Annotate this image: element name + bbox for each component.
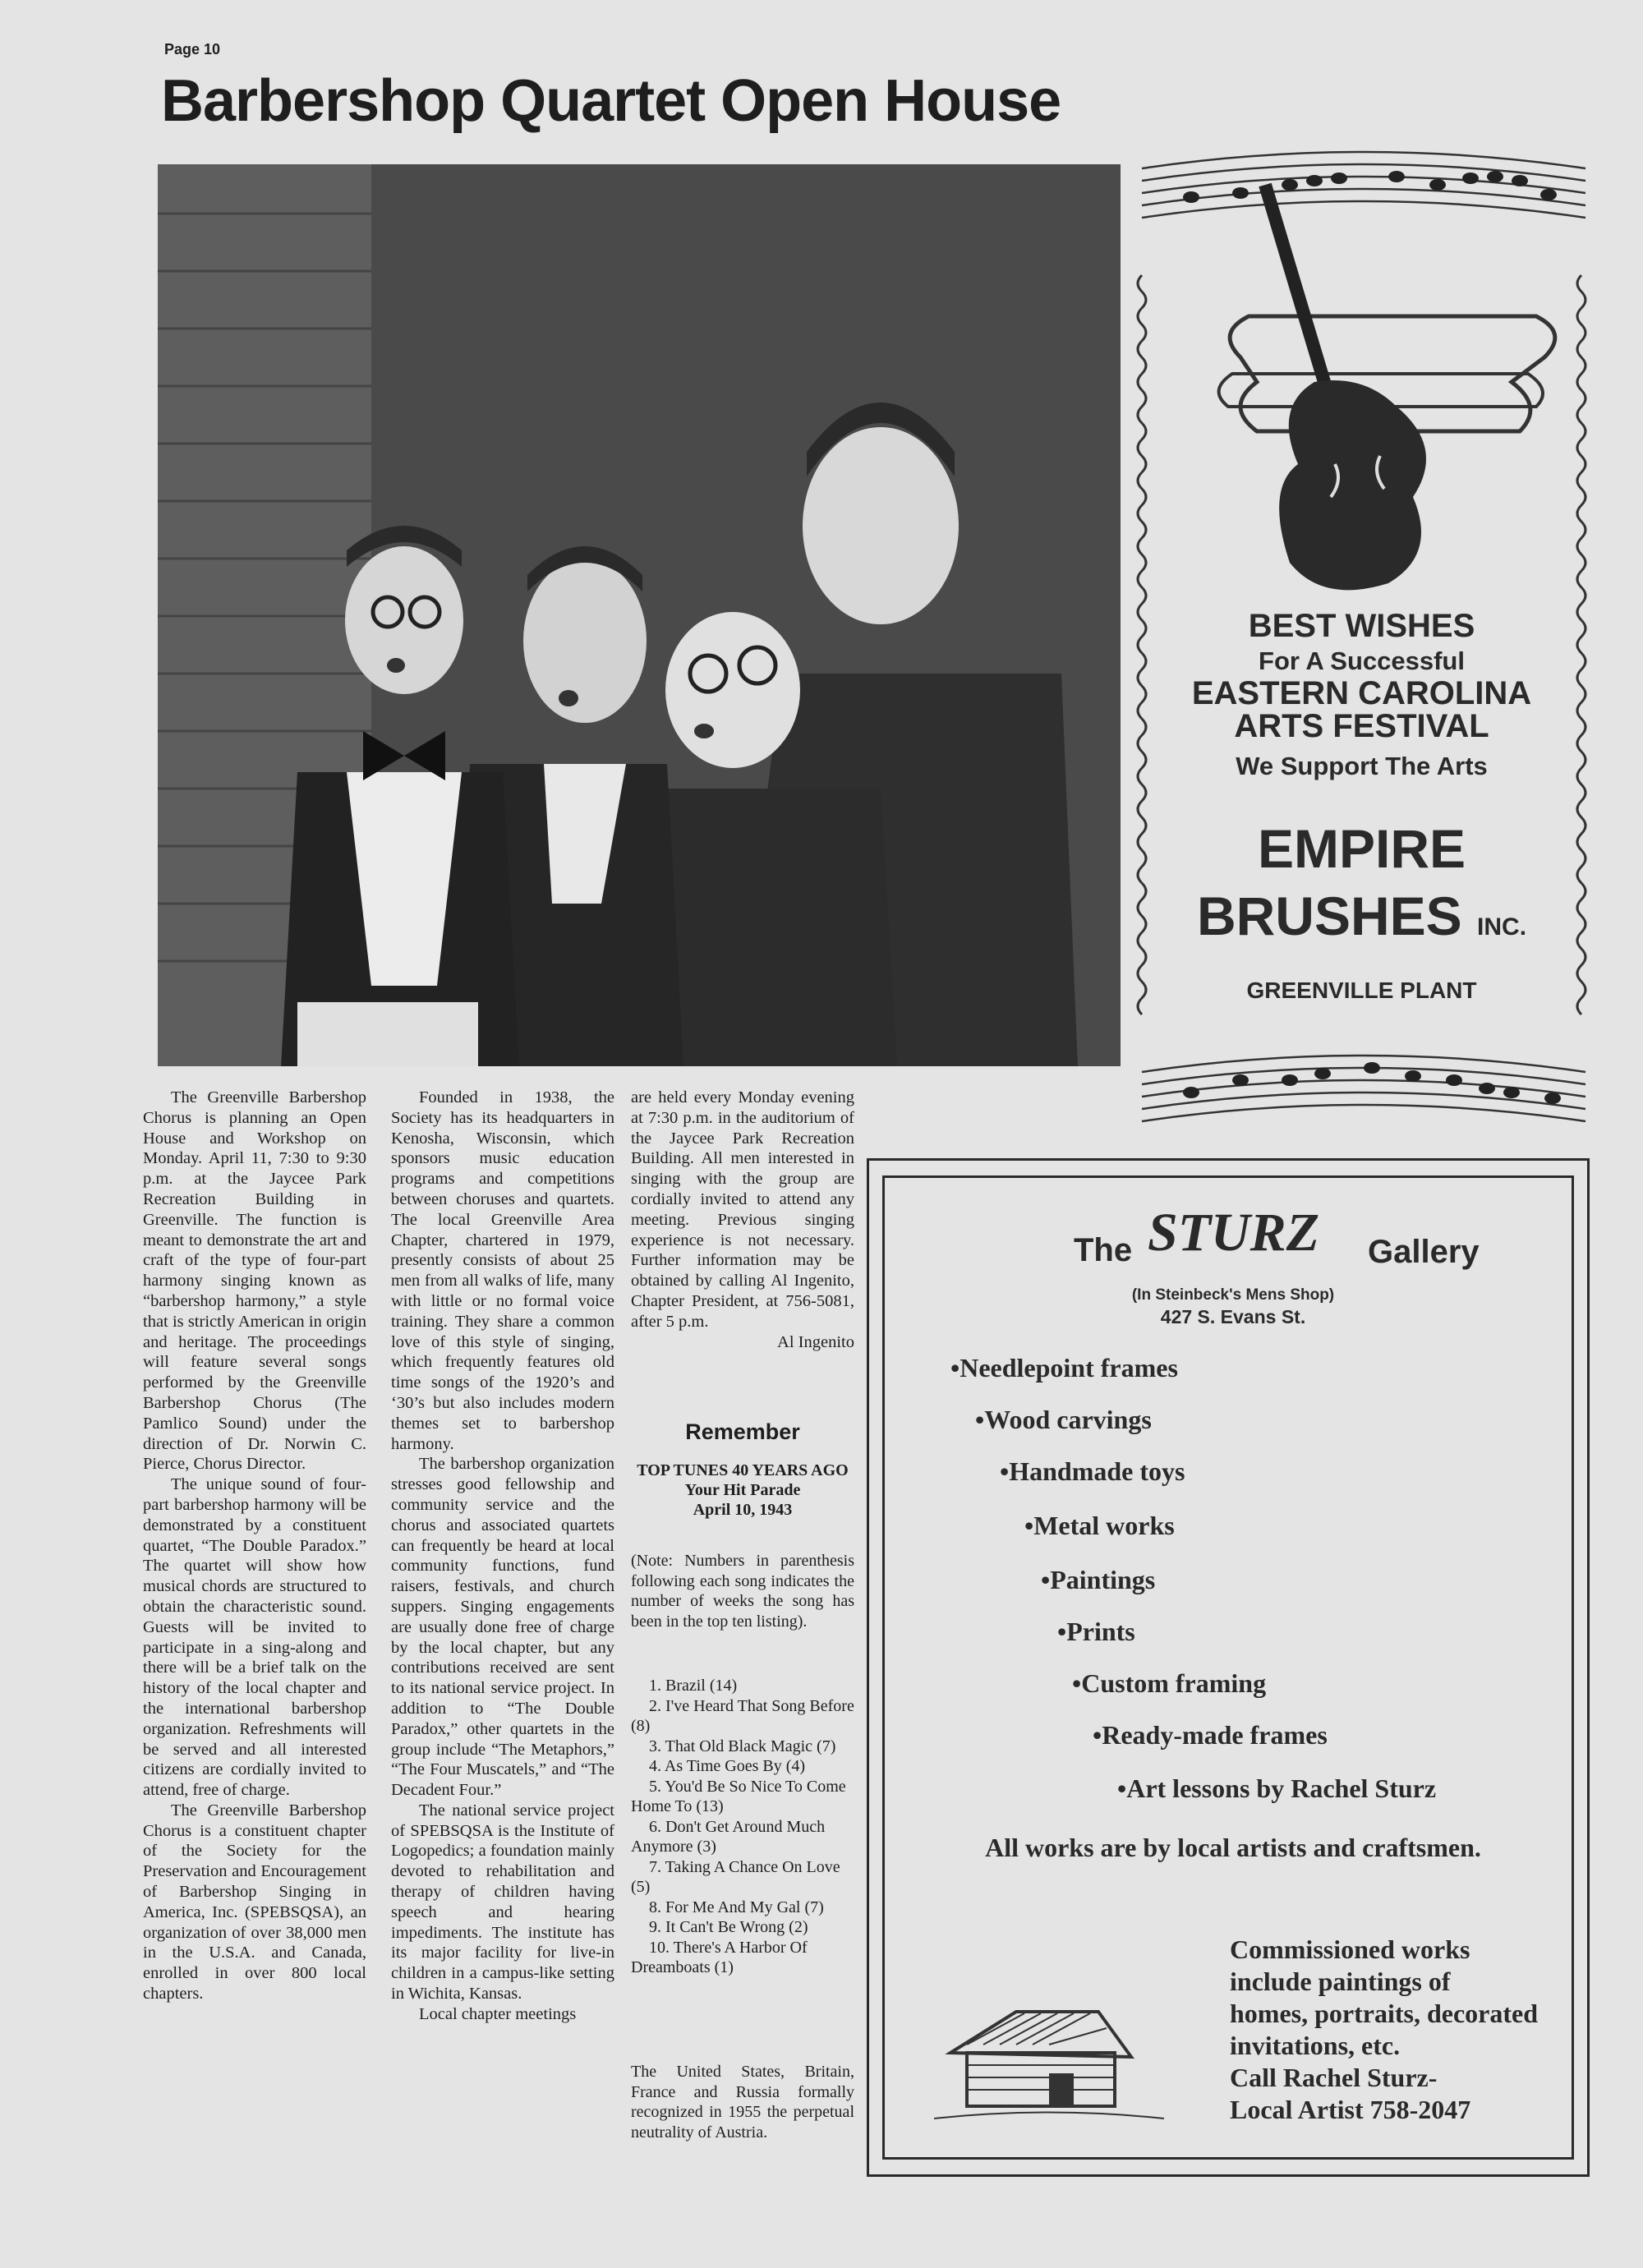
ad-address: 427 S. Evans St.: [1160, 1306, 1306, 1327]
sturz-gallery-ad: [867, 1158, 1590, 2177]
list-item: 6. Don't Get Around Much Anymore (3): [631, 1817, 826, 1856]
sturz-logo: [1139, 1194, 1320, 1268]
list-item: •Handmade toys: [1000, 1456, 1185, 1486]
remember-subtitle: [631, 1461, 854, 1520]
company-name-line: BRUSHES: [1196, 886, 1462, 946]
company-name: EMPIRE: [1257, 818, 1466, 879]
ad-tagline: All works are by local artists and craftsmen.: [985, 1833, 1481, 1862]
ad-the: The: [1074, 1232, 1133, 1268]
quartet-photo: [158, 164, 1121, 1066]
subtitle-line: TOP TUNES 40 YEARS AGO: [637, 1461, 849, 1479]
list-item: 9. It Can't Be Wrong (2): [649, 1918, 808, 1936]
list-item: 5. You'd Be So Nice To Come Home To (13): [631, 1777, 846, 1815]
list-item: •Needlepoint frames: [950, 1353, 1178, 1382]
commission-line: Commissioned works: [1230, 1934, 1470, 1964]
hit-parade-list: [631, 1676, 854, 1978]
commission-text: [1230, 1934, 1575, 2126]
list-item: •Paintings: [1041, 1565, 1156, 1594]
list-item: 3. That Old Black Magic (7): [649, 1737, 836, 1755]
list-item: 7. Taking A Chance On Love (5): [631, 1857, 840, 1896]
commission-line: invitations, etc.: [1230, 2031, 1401, 2060]
list-item: •Custom framing: [1072, 1668, 1267, 1698]
paragraph: Local chapter meetings: [419, 2004, 577, 2023]
paragraph: The Greenville Barbershop Chorus is planning an Open House and Workshop on Monday. April 11, 7:30 to 9:30 p.m. at the Jaycee Park Recreation Building in Greenville. The function is meant to demonstrate the art and craft of the type of four-part harmony singing known as “barbershop harmony,” a style that is strictly American in origin and heritage. The proceedings will feature several songs performed by the Greenville Barbershop Chorus (The Pamlico Sound) under the direction of Dr. Norwin C. Pierce, Chorus Director.: [143, 1088, 366, 1474]
paragraph: Founded in 1938, the Society has its headquarters in Kenosha, Wisconsin, which sponsors music education programs and competitions between choruses and quartets. The local Greenville Area Chapter, chartered in 1979, presently consists of about 25 men from all walks of life, many with little or no formal voice training. They share a common love of this style of singing, which frequently features old time songs of the 1920’s and ‘30’s but also includes modern themes set to barbershop harmony.: [391, 1088, 614, 1453]
plant-name: GREENVILLE PLANT: [1246, 978, 1477, 1003]
empire-brushes-ad: [1125, 136, 1598, 1142]
commission-line: Call Rachel Sturz-: [1230, 2063, 1438, 2092]
ad-location: (In Steinbeck's Mens Shop): [1131, 1286, 1335, 1304]
music-staff-icon: [1142, 1056, 1585, 1121]
company-suffix: INC.: [1477, 913, 1527, 941]
page-number: Page 10: [164, 41, 221, 58]
violin-icon: [1219, 185, 1555, 590]
commission-line: include paintings of: [1230, 1967, 1451, 1996]
subtitle-line: April 10, 1943: [693, 1501, 793, 1519]
list-item: 4. As Time Goes By (4): [649, 1757, 806, 1775]
list-item: 8. For Me And My Gal (7): [649, 1898, 824, 1916]
subtitle-line: Your Hit Parade: [684, 1481, 801, 1499]
commission-line: Local Artist 758-2047: [1230, 2095, 1471, 2124]
list-item: •Art lessons by Rachel Sturz: [1117, 1773, 1437, 1803]
ad-line: BEST WISHES: [1248, 608, 1475, 644]
barn-icon: [934, 1995, 1164, 2135]
list-item: 10. There's A Harbor Of Dreamboats (1): [631, 1938, 808, 1976]
paragraph: are held every Monday evening at 7:30 p.m. in the auditorium of the Jaycee Park Recreation Building. All men interested in singing with the group are cordially invited to attend any meeting. Previous singing experience is not necessary. Further information may be obtained by calling Al Ingenito, Chapter President, at 756-5081, after 5 p.m.: [631, 1088, 854, 1331]
list-item: •Wood carvings: [975, 1405, 1152, 1434]
remember-title: Remember: [685, 1419, 800, 1444]
ad-line: We Support The Arts: [1236, 752, 1488, 780]
commission-line: homes, portraits, decorated: [1230, 1999, 1539, 2028]
paragraph: The unique sound of four-part barbershop harmony will be demonstrated by a constituent quartet, “The Double Paradox.” The quartet will show how musical chords are structured to obtain the characteristic sound. Guests will be invited to participate in a sing-along and there will be a brief talk on the history of the local chapter and the international barbershop organization. Refreshments will be served and all interested citizens are cordially invited to attend, free of charge.: [143, 1475, 366, 1800]
article-column-3: [631, 1088, 854, 1352]
article-column-1: [143, 1088, 366, 2004]
list-item: 2. I've Heard That Song Before (8): [631, 1696, 854, 1735]
list-item: •Metal works: [1024, 1511, 1175, 1540]
list-item: •Prints: [1057, 1617, 1135, 1646]
logo-text: STURZ: [1148, 1203, 1320, 1263]
paragraph: The national service project of SPEBSQSA is the Institute of Logopedics; a foundation mainly devoted to rehabilitation and therapy of children having speech and hearing impediments. The institute has its major facility for live-in children in a campus-like setting in Wichita, Kansas.: [391, 1801, 614, 2003]
article-column-2: [391, 1088, 614, 2025]
ad-inner-border: [882, 1175, 1574, 2160]
ad-line: ARTS FESTIVAL: [1234, 708, 1489, 744]
list-item: 1. Brazil (14): [649, 1677, 738, 1695]
ad-line: For A Successful: [1259, 646, 1465, 675]
list-item: •Ready-made frames: [1093, 1720, 1328, 1750]
company-name: [1125, 885, 1598, 947]
history-footnote: The United States, Britain, France and Russia formally recognized in 1955 the perpetual neutrality of Austria.: [631, 2063, 854, 2141]
paragraph: The barbershop organization stresses good fellowship and community service and the chorus and associated quartets can frequently be heard at local community functions, fund raisers, festivals, and church suppers. Singing engagements are usually done free of charge by the local chapter, but any contributions received are sent to its national service project. In addition to “The Double Paradox,” other quartets in the group include “The Metaphors,” “The Four Muscatels,” and “The Decadent Four.”: [391, 1455, 614, 1800]
headline: Barbershop Quartet Open House: [161, 68, 1061, 134]
remember-note: (Note: Numbers in parenthesis following each song indicates the number of weeks the song has been in the top ten listing).: [631, 1552, 854, 1631]
ad-gallery: Gallery: [1368, 1234, 1480, 1270]
byline: Al Ingenito: [777, 1332, 854, 1351]
paragraph: The Greenville Barbershop Chorus is a constituent chapter of the Society for the Preservation and Encouragement of Barbershop Singing in America, Inc. (SPEBSQSA), an organization of over 38,000 men in the U.S.A. and Canada, enrolled in over 800 local chapters.: [143, 1801, 366, 2003]
ad-line: EASTERN CAROLINA: [1191, 675, 1532, 711]
